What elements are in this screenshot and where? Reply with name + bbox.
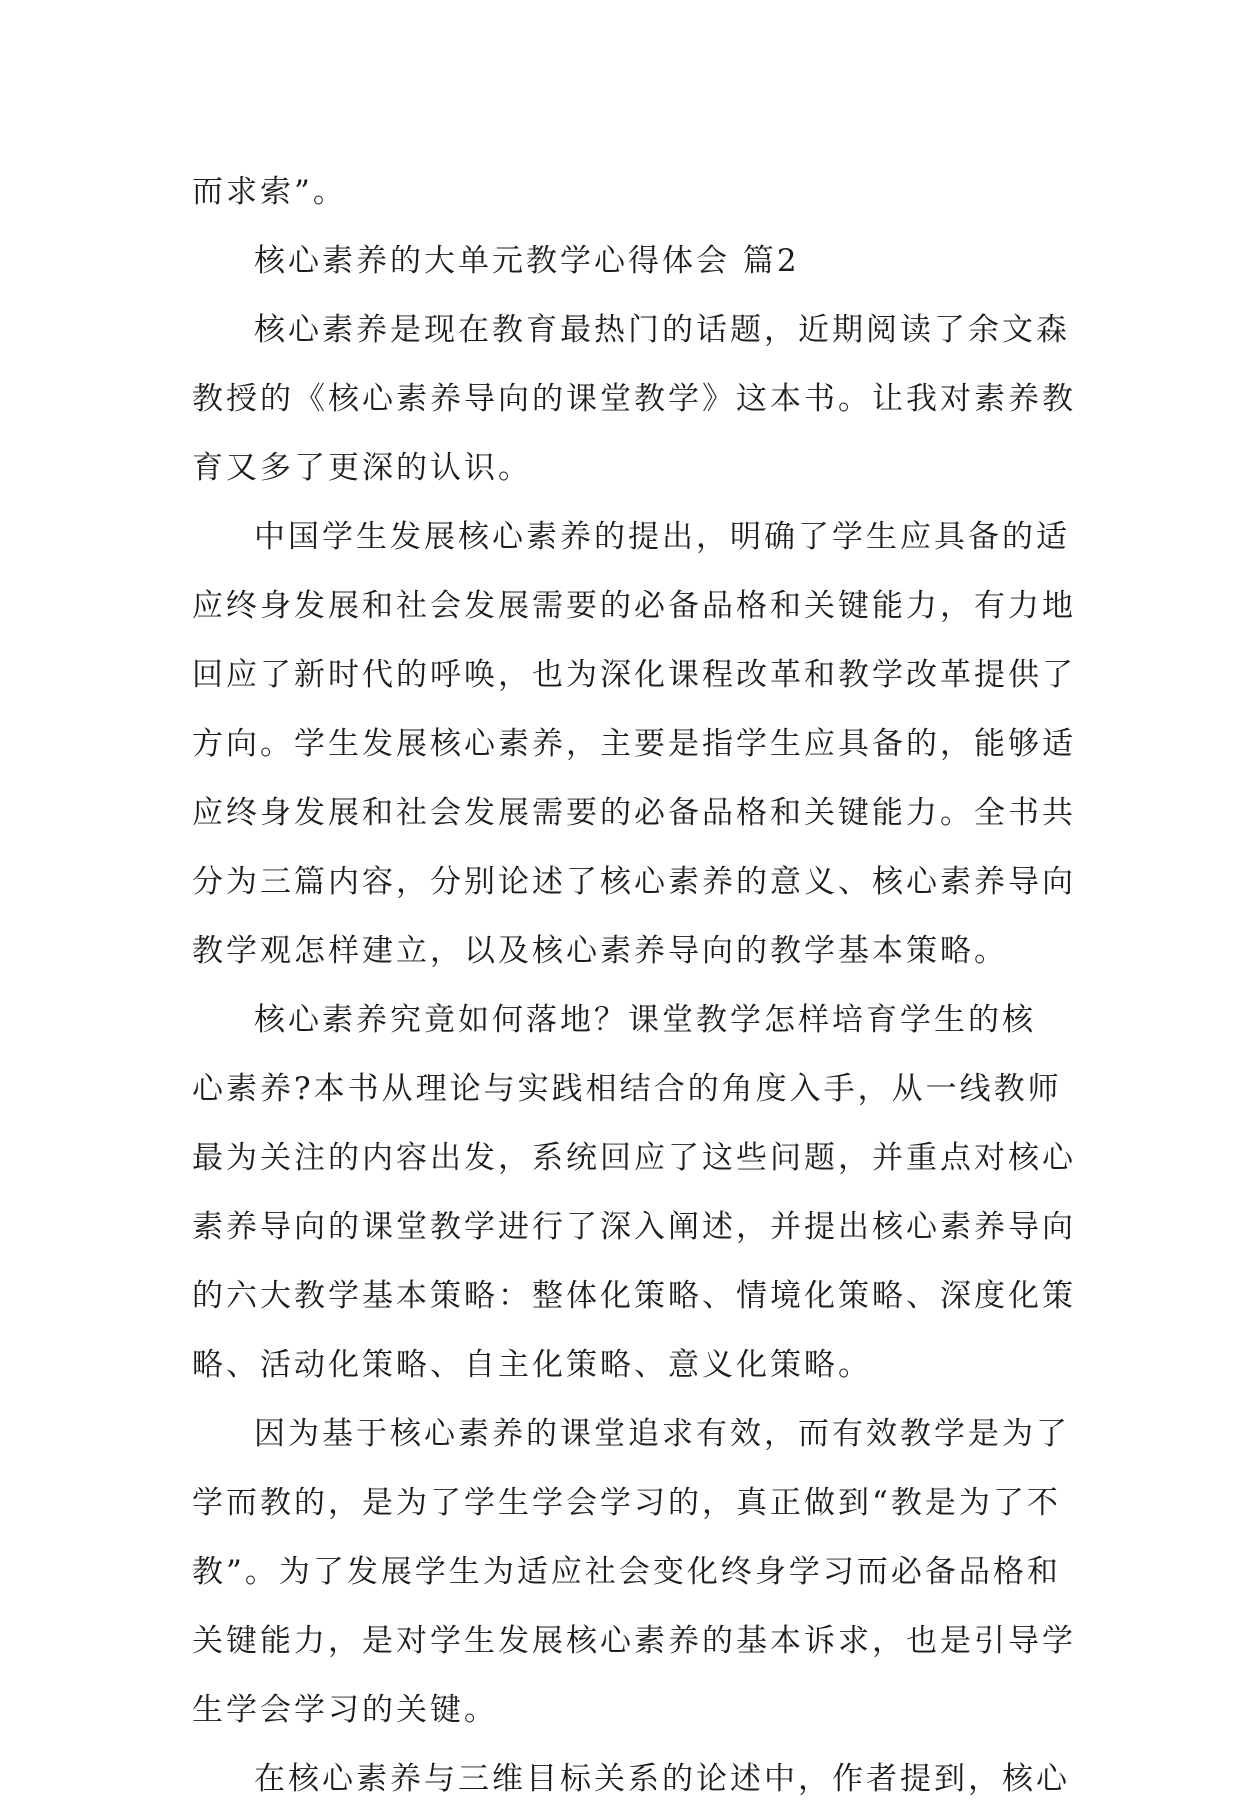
text-line: 回应了新时代的呼唤，也为深化课程改革和教学改革提供了 [192, 657, 1076, 693]
text-line: 学而教的，是为了学生学会学习的，真正做到“教是为了不 [192, 1485, 1061, 1521]
text-line: 而求索”。 [192, 174, 347, 210]
text-line: 素养导向的课堂教学进行了深入阐述，并提出核心素养导向 [192, 1209, 1076, 1245]
text-line: 应终身发展和社会发展需要的必备品格和关键能力。全书共 [192, 795, 1076, 831]
text-line: 最为关注的内容出发，系统回应了这些问题，并重点对核心 [192, 1140, 1076, 1176]
section-heading [192, 227, 1052, 296]
paragraph-5 [192, 1745, 1070, 1814]
paragraph-1 [192, 296, 1076, 503]
text-line: 核心素养是现在教育最热门的话题，近期阅读了余文森 [254, 312, 1070, 348]
paragraph-4 [192, 1400, 1076, 1745]
paragraph-3 [192, 986, 1076, 1400]
text-line: 教”。为了发展学生为适应社会变化终身学习而必备品格和 [192, 1554, 1061, 1590]
text-line: 因为基于核心素养的课堂追求有效，而有效教学是为了 [254, 1416, 1070, 1452]
text-line: 方向。学生发展核心素养，主要是指学生应具备的，能够适 [192, 726, 1076, 762]
text-line: 生学会学习的关键。 [192, 1692, 498, 1728]
text-line: 在核心素养与三维目标关系的论述中，作者提到，核心 [254, 1761, 1070, 1797]
text-line: 关键能力，是对学生发展核心素养的基本诉求，也是引导学 [192, 1623, 1076, 1659]
paragraph-2 [192, 503, 1076, 986]
continuation-line [192, 158, 1052, 227]
text-line: 教授的《核心素养导向的课堂教学》这本书。让我对素养教 [192, 381, 1076, 417]
text-line: 的六大教学基本策略：整体化策略、情境化策略、深度化策 [192, 1278, 1076, 1314]
text-line: 育又多了更深的认识。 [192, 450, 532, 486]
text-line: 中国学生发展核心素养的提出，明确了学生应具备的适 [254, 519, 1070, 555]
document-body [192, 158, 1076, 1814]
text-line: 略、活动化策略、自主化策略、意义化策略。 [192, 1347, 872, 1383]
text-line: 分为三篇内容，分别论述了核心素养的意义、核心素养导向 [192, 864, 1076, 900]
heading-text: 核心素养的大单元教学心得体会 篇2 [254, 243, 800, 279]
text-line: 心素养?本书从理论与实践相结合的角度入手，从一线教师 [192, 1071, 1062, 1107]
text-line: 教学观怎样建立，以及核心素养导向的教学基本策略。 [192, 933, 1008, 969]
text-line: 应终身发展和社会发展需要的必备品格和关键能力，有力地 [192, 588, 1076, 624]
text-line: 核心素养究竟如何落地？课堂教学怎样培育学生的核 [254, 1002, 1036, 1038]
